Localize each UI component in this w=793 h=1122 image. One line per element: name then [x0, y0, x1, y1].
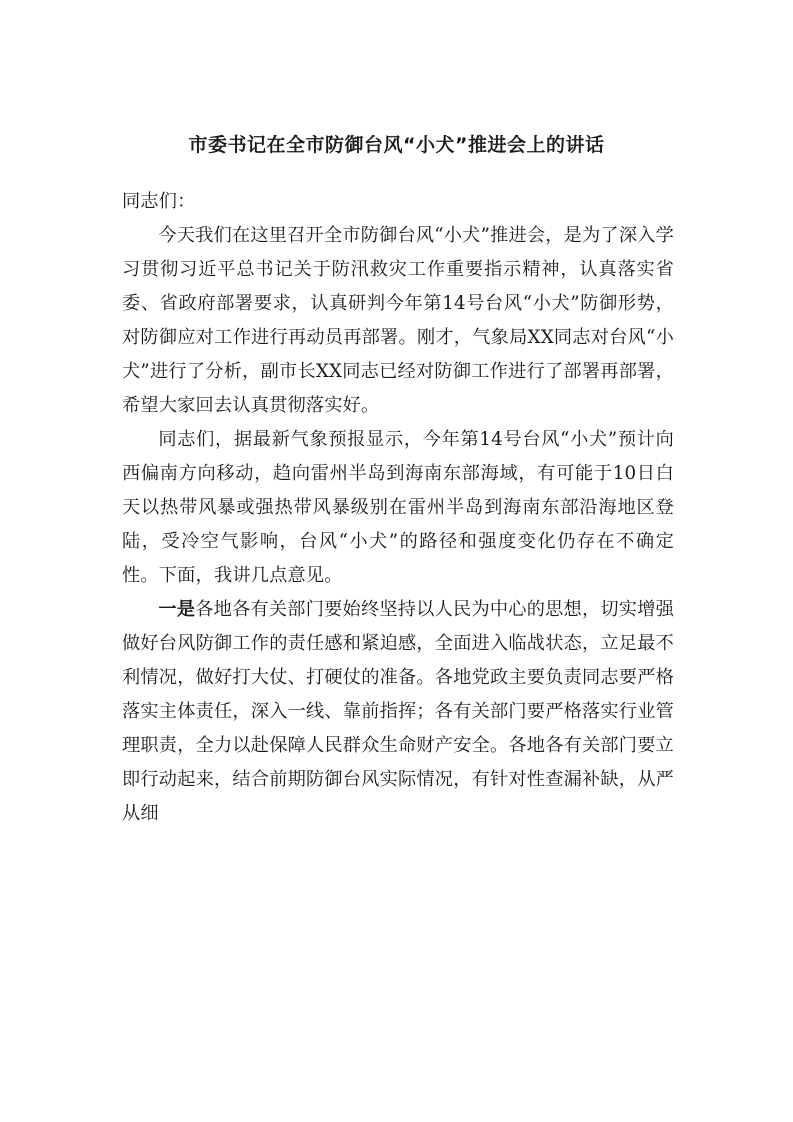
paragraph-text: 各地各有关部门要始终坚持以人民为中心的思想，切实增强做好台风防御工作的责任感和紧迫感，全面进入临战状态，立足最不利情况，做好打大仗、打硬仗的准备。各地党政主要负责同志要严格落实主体责任，深入一线、靠前指挥；各有关部门要严格落实行业管理职责，全力以赴保障人民群众生命财产安全。各地各有关部门要立即行动起来，结合前期防御台风实际情况，有针对性查漏补缺，从严从细: [122, 599, 675, 824]
document-title: 市委书记在全市防御台风“小犬”推进会上的讲话: [188, 134, 605, 156]
document-body: [122, 185, 674, 831]
paragraph-lead: 一是: [158, 599, 196, 620]
paragraph-point-one: [122, 593, 674, 831]
paragraph-text: 今天我们在这里召开全市防御台风“小犬”推进会，是为了深入学习贯彻习近平总书记关于防汛救灾工作重要指示精神，认真落实省委、省政府部署要求，认真研判今年第14号台风“小犬”防御形势，对防御应对工作进行再动员再部署。刚才，气象局XX同志对台风“小犬”进行了分析，副市长XX同志已经对防御工作进行了部署再部署，希望大家回去认真贯彻落实好。: [122, 225, 674, 416]
paragraph-opening: [122, 219, 674, 423]
paragraph-forecast: [122, 423, 674, 593]
paragraph-text: 同志们，据最新气象预报显示，今年第14号台风“小犬”预计向西偏南方向移动，趋向雷州半岛到海南东部海域，有可能于10日白天以热带风暴或强热带风暴级别在雷州半岛到海南东部沿海地区登陆，受冷空气影响，台风“小犬”的路径和强度变化仍存在不确定性。下面，我讲几点意见。: [122, 429, 674, 586]
salutation: 同志们：: [122, 191, 196, 212]
